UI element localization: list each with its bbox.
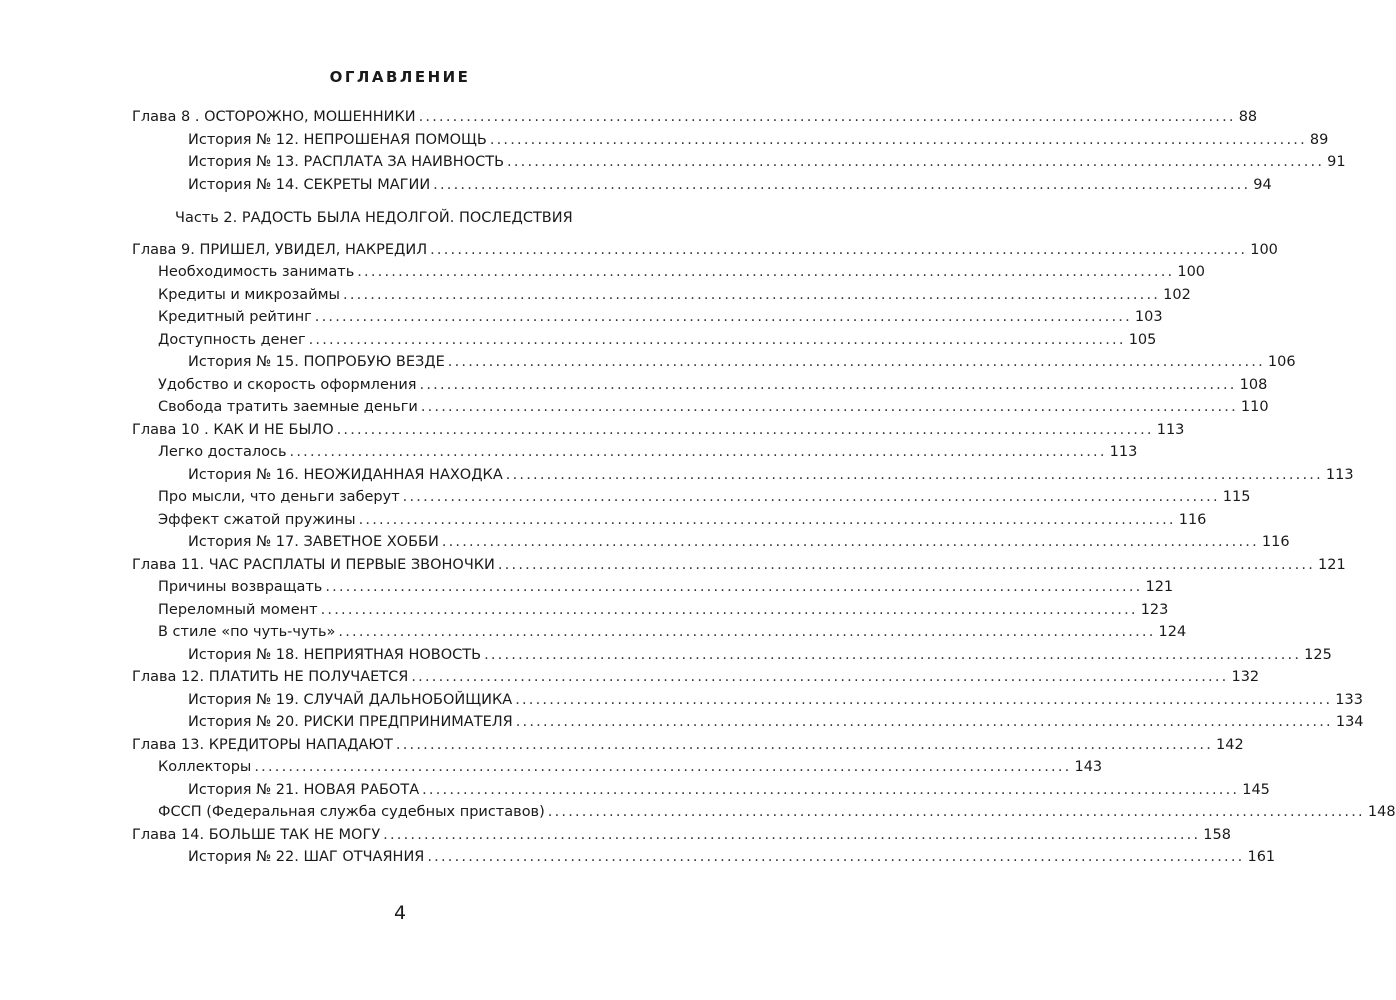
dot-leader: ........................................................................................................................ bbox=[515, 714, 1333, 730]
dot-leader: ........................................................................................................................ bbox=[336, 421, 1154, 438]
toc-entry-label: История № 17. ЗАВЕТНОЕ ХОББИ bbox=[188, 534, 439, 550]
part-heading bbox=[0, 207, 800, 229]
toc-entry-page: 134 bbox=[1335, 714, 1364, 730]
dot-leader: ........................................................................................................................ bbox=[515, 691, 1333, 708]
dot-leader: ........................................................................................................................ bbox=[441, 534, 1259, 550]
toc-entry-label: Удобство и скорость оформления bbox=[158, 376, 417, 393]
toc-section-entry[interactable] bbox=[0, 486, 1251, 508]
page-number: 4 bbox=[393, 902, 407, 924]
dot-leader: ........................................................................................................................ bbox=[343, 286, 1161, 303]
toc-entry-page: 116 bbox=[1261, 534, 1290, 550]
dot-leader: ........................................................................................................................ bbox=[308, 331, 1126, 348]
table-of-contents bbox=[0, 106, 1396, 869]
toc-entry-label: История № 15. ПОПРОБУЮ ВЕЗДЕ bbox=[188, 354, 445, 370]
dot-leader: ........................................................................................................................ bbox=[484, 646, 1302, 663]
toc-story-entry[interactable] bbox=[0, 174, 1272, 196]
toc-section-entry[interactable] bbox=[0, 576, 1174, 598]
toc-entry-page: 102 bbox=[1163, 286, 1191, 303]
toc-entry-label: ФССП (Федеральная служба судебных приставов) bbox=[158, 804, 545, 820]
toc-entry-page: 100 bbox=[1177, 264, 1206, 280]
toc-entry-label: Коллекторы bbox=[158, 759, 252, 775]
toc-entry-label: Легко досталось bbox=[158, 444, 287, 460]
toc-entry-label: История № 16. НЕОЖИДАННАЯ НАХОДКА bbox=[188, 466, 503, 483]
toc-entry-page: 105 bbox=[1128, 331, 1157, 348]
toc-entry-label: Необходимость занимать bbox=[158, 264, 355, 280]
dot-leader: ........................................................................................................................ bbox=[411, 669, 1229, 685]
dot-leader: ........................................................................................................................ bbox=[338, 624, 1156, 640]
toc-entry-label: Глава 12. ПЛАТИТЬ НЕ ПОЛУЧАЕТСЯ bbox=[132, 669, 409, 685]
toc-entry-label: Кредиты и микрозаймы bbox=[158, 286, 341, 303]
toc-chapter-entry[interactable] bbox=[0, 734, 1244, 756]
toc-section-entry[interactable] bbox=[0, 621, 1187, 643]
part-title: Часть 2. РАДОСТЬ БЫЛА НЕДОЛГОЙ. ПОСЛЕДСТВИЯ bbox=[175, 209, 573, 226]
toc-section-entry[interactable] bbox=[0, 801, 1396, 823]
dot-leader: ........................................................................................................................ bbox=[402, 489, 1220, 505]
dot-leader: ........................................................................................................................ bbox=[383, 826, 1201, 843]
dot-leader: ........................................................................................................................ bbox=[320, 601, 1138, 618]
toc-entry-page: 132 bbox=[1231, 669, 1260, 685]
toc-entry-page: 113 bbox=[1156, 421, 1185, 438]
toc-entry-page: 106 bbox=[1267, 354, 1296, 370]
toc-section-entry[interactable] bbox=[0, 509, 1207, 531]
toc-entry-page: 88 bbox=[1238, 109, 1258, 125]
toc-section-entry[interactable] bbox=[0, 374, 1268, 396]
toc-entry-page: 143 bbox=[1074, 759, 1103, 775]
toc-title: ОГЛАВЛЕНИЕ bbox=[329, 68, 471, 86]
toc-section-entry[interactable] bbox=[0, 306, 1163, 328]
toc-entry-label: История № 22. ШАГ ОТЧАЯНИЯ bbox=[188, 849, 425, 865]
toc-entry-page: 89 bbox=[1309, 131, 1329, 148]
toc-entry-page: 158 bbox=[1203, 826, 1231, 843]
toc-story-entry[interactable] bbox=[0, 129, 1329, 151]
toc-entry-page: 148 bbox=[1367, 804, 1396, 820]
toc-group-part2 bbox=[0, 239, 1396, 869]
toc-entry-label: История № 21. НОВАЯ РАБОТА bbox=[188, 781, 420, 798]
toc-entry-label: История № 20. РИСКИ ПРЕДПРИНИМАТЕЛЯ bbox=[188, 714, 513, 730]
dot-leader: ........................................................................................................................ bbox=[422, 781, 1240, 798]
toc-entry-label: Доступность денег bbox=[158, 331, 306, 348]
dot-leader: ........................................................................................................................ bbox=[357, 264, 1175, 280]
toc-entry-page: 103 bbox=[1134, 309, 1163, 325]
dot-leader: ........................................................................................................................ bbox=[418, 109, 1236, 125]
toc-entry-page: 121 bbox=[1318, 556, 1346, 573]
toc-section-entry[interactable] bbox=[0, 329, 1157, 351]
dot-leader: ........................................................................................................................ bbox=[547, 804, 1365, 820]
dot-leader: ........................................................................................................................ bbox=[395, 736, 1214, 753]
toc-entry-page: 113 bbox=[1325, 466, 1354, 483]
toc-story-entry[interactable] bbox=[0, 151, 1346, 173]
toc-group-part1 bbox=[0, 106, 1346, 196]
toc-section-entry[interactable] bbox=[0, 284, 1191, 306]
toc-entry-label: Глава 8 . ОСТОРОЖНО, МОШЕННИКИ bbox=[132, 109, 416, 125]
dot-leader: ........................................................................................................................ bbox=[358, 511, 1176, 528]
toc-entry-page: 94 bbox=[1253, 176, 1272, 193]
toc-section-entry[interactable] bbox=[0, 599, 1169, 621]
toc-entry-label: История № 19. СЛУЧАЙ ДАЛЬНОБОЙЩИКА bbox=[188, 691, 513, 708]
toc-chapter-entry[interactable] bbox=[0, 554, 1346, 576]
dot-leader: ........................................................................................................................ bbox=[489, 131, 1307, 148]
dot-leader: ........................................................................................................................ bbox=[314, 309, 1132, 325]
toc-entry-page: 116 bbox=[1178, 511, 1207, 528]
toc-entry-page: 142 bbox=[1216, 736, 1244, 753]
toc-chapter-entry[interactable] bbox=[0, 824, 1231, 846]
dot-leader: ........................................................................................................................ bbox=[427, 849, 1245, 865]
toc-entry-label: Глава 14. БОЛЬШЕ ТАК НЕ МОГУ bbox=[132, 826, 381, 843]
toc-entry-label: Кредитный рейтинг bbox=[158, 309, 312, 325]
dot-leader: ........................................................................................................................ bbox=[420, 399, 1238, 415]
toc-entry-page: 91 bbox=[1327, 154, 1346, 170]
dot-leader: ........................................................................................................................ bbox=[433, 176, 1251, 193]
toc-chapter-entry[interactable] bbox=[0, 106, 1258, 128]
toc-entry-page: 100 bbox=[1250, 241, 1278, 258]
toc-entry-page: 123 bbox=[1140, 601, 1169, 618]
dot-leader: ........................................................................................................................ bbox=[419, 376, 1237, 393]
toc-entry-page: 113 bbox=[1109, 444, 1138, 460]
toc-entry-page: 108 bbox=[1239, 376, 1268, 393]
toc-section-entry[interactable] bbox=[0, 756, 1103, 778]
dot-leader: ........................................................................................................................ bbox=[325, 579, 1143, 595]
toc-section-entry[interactable] bbox=[0, 396, 1269, 418]
toc-entry-label: История № 14. СЕКРЕТЫ МАГИИ bbox=[188, 176, 431, 193]
toc-entry-label: История № 12. НЕПРОШЕНАЯ ПОМОЩЬ bbox=[188, 131, 487, 148]
toc-entry-label: Глава 10 . КАК И НЕ БЫЛО bbox=[132, 421, 334, 438]
toc-chapter-entry[interactable] bbox=[0, 666, 1260, 688]
toc-entry-page: 133 bbox=[1335, 691, 1363, 708]
toc-entry-label: В стиле «по чуть-чуть» bbox=[158, 624, 336, 640]
dot-leader: ........................................................................................................................ bbox=[505, 466, 1323, 483]
dot-leader: ........................................................................................................................ bbox=[289, 444, 1107, 460]
toc-entry-page: 145 bbox=[1242, 781, 1270, 798]
dot-leader: ........................................................................................................................ bbox=[497, 556, 1316, 573]
dot-leader: ........................................................................................................................ bbox=[254, 759, 1072, 775]
dot-leader: ........................................................................................................................ bbox=[447, 354, 1265, 370]
toc-entry-label: Про мысли, что деньги заберут bbox=[158, 489, 400, 505]
toc-story-entry[interactable] bbox=[0, 846, 1276, 868]
dot-leader: ........................................................................................................................ bbox=[507, 154, 1325, 170]
toc-entry-label: История № 18. НЕПРИЯТНАЯ НОВОСТЬ bbox=[188, 646, 482, 663]
toc-entry-label: Переломный момент bbox=[158, 601, 318, 618]
toc-section-entry[interactable] bbox=[0, 441, 1138, 463]
toc-entry-label: Причины возвращать bbox=[158, 579, 323, 595]
toc-entry-label: Глава 13. КРЕДИТОРЫ НАПАДАЮТ bbox=[132, 736, 393, 753]
toc-entry-label: История № 13. РАСПЛАТА ЗА НАИВНОСТЬ bbox=[188, 154, 505, 170]
toc-story-entry[interactable] bbox=[0, 351, 1296, 373]
toc-story-entry[interactable] bbox=[0, 644, 1332, 666]
toc-entry-page: 125 bbox=[1304, 646, 1332, 663]
toc-story-entry[interactable] bbox=[0, 464, 1354, 486]
toc-story-entry[interactable] bbox=[0, 531, 1290, 553]
toc-entry-page: 161 bbox=[1247, 849, 1276, 865]
toc-entry-page: 110 bbox=[1240, 399, 1269, 415]
toc-entry-page: 115 bbox=[1222, 489, 1251, 505]
toc-entry-label: Глава 9. ПРИШЕЛ, УВИДЕЛ, НАКРЕДИЛ bbox=[132, 241, 428, 258]
toc-section-entry[interactable] bbox=[0, 261, 1206, 283]
dot-leader: ........................................................................................................................ bbox=[430, 241, 1248, 258]
toc-entry-page: 121 bbox=[1145, 579, 1174, 595]
toc-story-entry[interactable] bbox=[0, 779, 1270, 801]
toc-entry-page: 124 bbox=[1158, 624, 1187, 640]
toc-entry-label: Глава 11. ЧАС РАСПЛАТЫ И ПЕРВЫЕ ЗВОНОЧКИ bbox=[132, 556, 495, 573]
toc-entry-label: Свобода тратить заемные деньги bbox=[158, 399, 418, 415]
toc-story-entry[interactable] bbox=[0, 711, 1364, 733]
toc-chapter-entry[interactable] bbox=[0, 239, 1278, 261]
toc-story-entry[interactable] bbox=[0, 689, 1363, 711]
toc-chapter-entry[interactable] bbox=[0, 419, 1185, 441]
toc-entry-label: Эффект сжатой пружины bbox=[158, 511, 356, 528]
